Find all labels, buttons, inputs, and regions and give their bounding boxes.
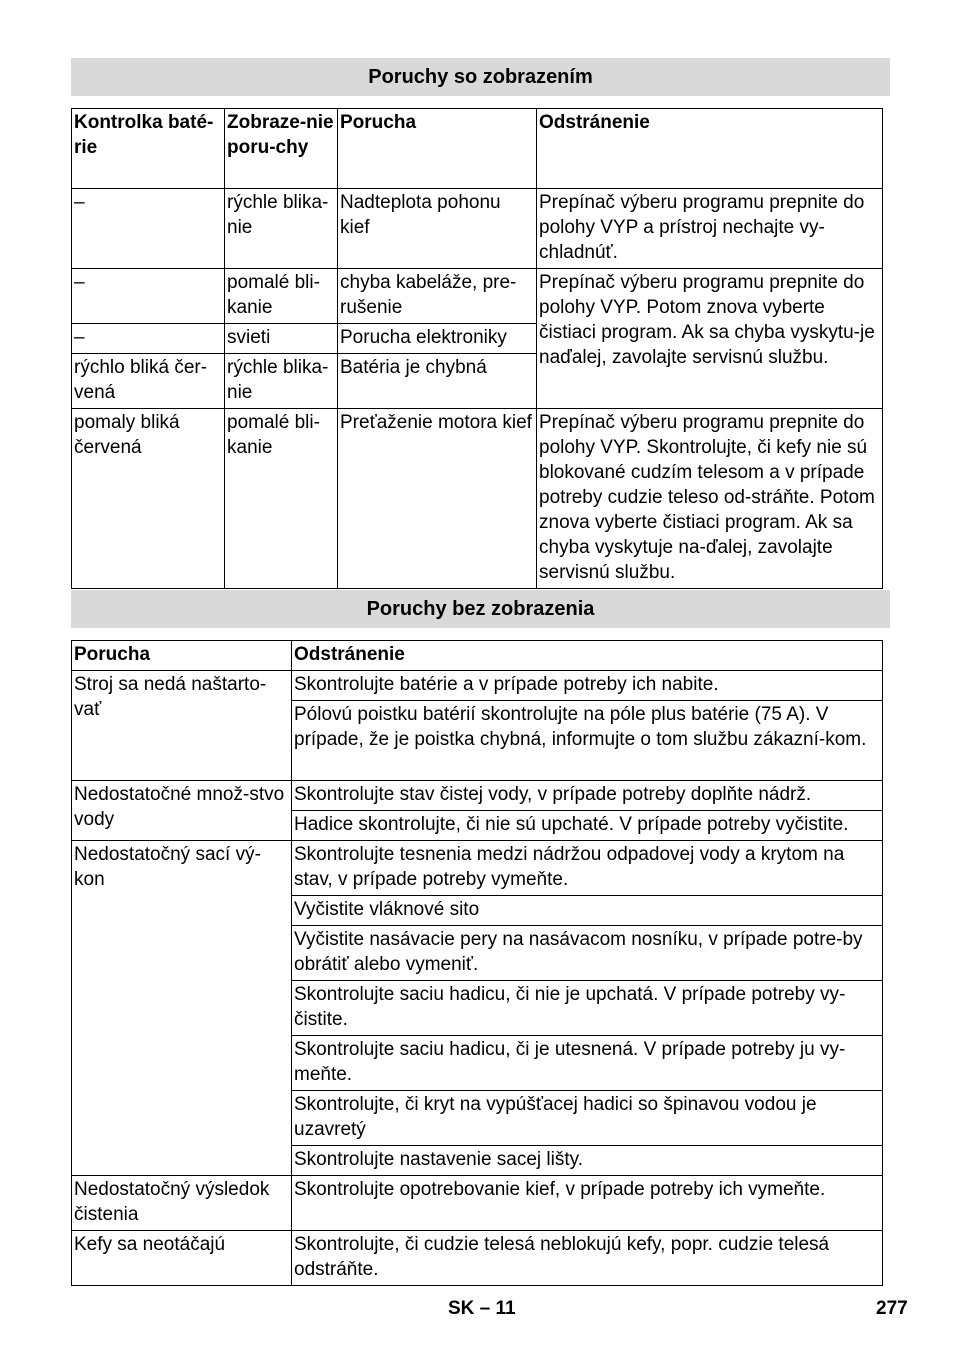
table-row xyxy=(72,1231,883,1286)
remedy-cell: Vyčistite nasávacie pery na nasávacom nosníku, v prípade potre-by obrátiť alebo vymeniť. xyxy=(292,926,883,981)
indicator-cell: rýchlo bliká čer-vená xyxy=(72,354,225,409)
table-row xyxy=(72,671,883,701)
footer-section-label: SK – 11 xyxy=(448,1298,516,1319)
fault-cell: Kefy sa neotáčajú xyxy=(72,1231,292,1286)
fault-cell: Nedostatočný výsledok čistenia xyxy=(72,1176,292,1231)
fault-cell: Porucha elektroniky xyxy=(338,324,537,354)
faults-without-display-table xyxy=(71,640,883,1286)
footer-page-number: 277 xyxy=(876,1298,908,1319)
indicator-cell: – xyxy=(72,324,225,354)
display-cell: pomalé bli-kanie xyxy=(225,269,338,324)
table-header-row xyxy=(72,109,883,189)
remedy-cell: Skontrolujte opotrebovanie kief, v prípade potreby ich vymeňte. xyxy=(292,1176,883,1231)
section-title-without-display: Poruchy bez zobrazenia xyxy=(71,590,890,628)
display-cell: rýchle blika-nie xyxy=(225,354,338,409)
fault-cell: Nedostatočné množ-stvo vody xyxy=(72,781,292,841)
remedy-cell: Skontrolujte tesnenia medzi nádržou odpadovej vody a krytom na stav, v prípade potreby vymeňte. xyxy=(292,841,883,896)
remedy-cell: Pólovú poistku batérií skontrolujte na póle plus batérie (75 A). V prípade, že je poistka chybná, informujte o tom službu zákazní-kom. xyxy=(292,701,883,781)
column-header: Porucha xyxy=(338,109,537,189)
faults-with-display-table xyxy=(71,108,883,589)
remedy-cell: Hadice skontrolujte, či nie sú upchaté. V prípade potreby vyčistite. xyxy=(292,811,883,841)
remedy-cell: Skontrolujte, či kryt na vypúšťacej hadici so špinavou vodou je uzavretý xyxy=(292,1091,883,1146)
indicator-cell: pomaly bliká červená xyxy=(72,409,225,589)
fault-cell: Stroj sa nedá naštarto-vať xyxy=(72,671,292,781)
table-row xyxy=(72,409,883,589)
remedy-cell: Vyčistite vláknové sito xyxy=(292,896,883,926)
table-row xyxy=(72,841,883,896)
remedy-cell: Skontrolujte saciu hadicu, či je utesnená. V prípade potreby ju vy-meňte. xyxy=(292,1036,883,1091)
remedy-cell: Skontrolujte nastavenie sacej lišty. xyxy=(292,1146,883,1176)
fault-cell: Batéria je chybná xyxy=(338,354,537,409)
indicator-cell: – xyxy=(72,189,225,269)
fault-cell: Nedostatočný sací vý-kon xyxy=(72,841,292,1176)
table-header-row xyxy=(72,641,883,671)
table-row xyxy=(72,1176,883,1231)
display-cell: rýchle blika-nie xyxy=(225,189,338,269)
column-header: Odstránenie xyxy=(292,641,883,671)
remedy-cell: Skontrolujte batérie a v prípade potreby ich nabite. xyxy=(292,671,883,701)
column-header: Odstránenie xyxy=(537,109,883,189)
remedy-cell: Skontrolujte, či cudzie telesá neblokujú kefy, popr. cudzie telesá odstráňte. xyxy=(292,1231,883,1286)
fault-cell: Preťaženie motora kief xyxy=(338,409,537,589)
table-row xyxy=(72,781,883,811)
table-row xyxy=(72,189,883,269)
remedy-cell: Prepínač výberu programu prepnite do polohy VYP. Potom znova vyberte čistiaci program. Ak sa chyba vyskytu-je naďalej, zavolajte servisnú službu. xyxy=(537,269,883,409)
display-cell: pomalé bli-kanie xyxy=(225,409,338,589)
remedy-cell: Skontrolujte stav čistej vody, v prípade potreby doplňte nádrž. xyxy=(292,781,883,811)
section-title-with-display: Poruchy so zobrazením xyxy=(71,58,890,96)
display-cell: svieti xyxy=(225,324,338,354)
column-header: Porucha xyxy=(72,641,292,671)
remedy-cell: Prepínač výberu programu prepnite do polohy VYP. Skontrolujte, či kefy nie sú blokované cudzím telesom a v prípade potreby cudzie teleso od-stráňte. Potom znova vyberte čistiaci program. Ak sa chyba vyskytuje na-ďalej, zavolajte servisnú službu. xyxy=(537,409,883,589)
column-header: Zobraze-nie poru-chy xyxy=(225,109,338,189)
indicator-cell: – xyxy=(72,269,225,324)
remedy-cell: Skontrolujte saciu hadicu, či nie je upchatá. V prípade potreby vy-čistite. xyxy=(292,981,883,1036)
fault-cell: Nadteplota pohonu kief xyxy=(338,189,537,269)
table-row xyxy=(72,269,883,324)
remedy-cell: Prepínač výberu programu prepnite do polohy VYP a prístroj nechajte vy-chladnúť. xyxy=(537,189,883,269)
fault-cell: chyba kabeláže, pre-rušenie xyxy=(338,269,537,324)
column-header: Kontrolka baté-rie xyxy=(72,109,225,189)
